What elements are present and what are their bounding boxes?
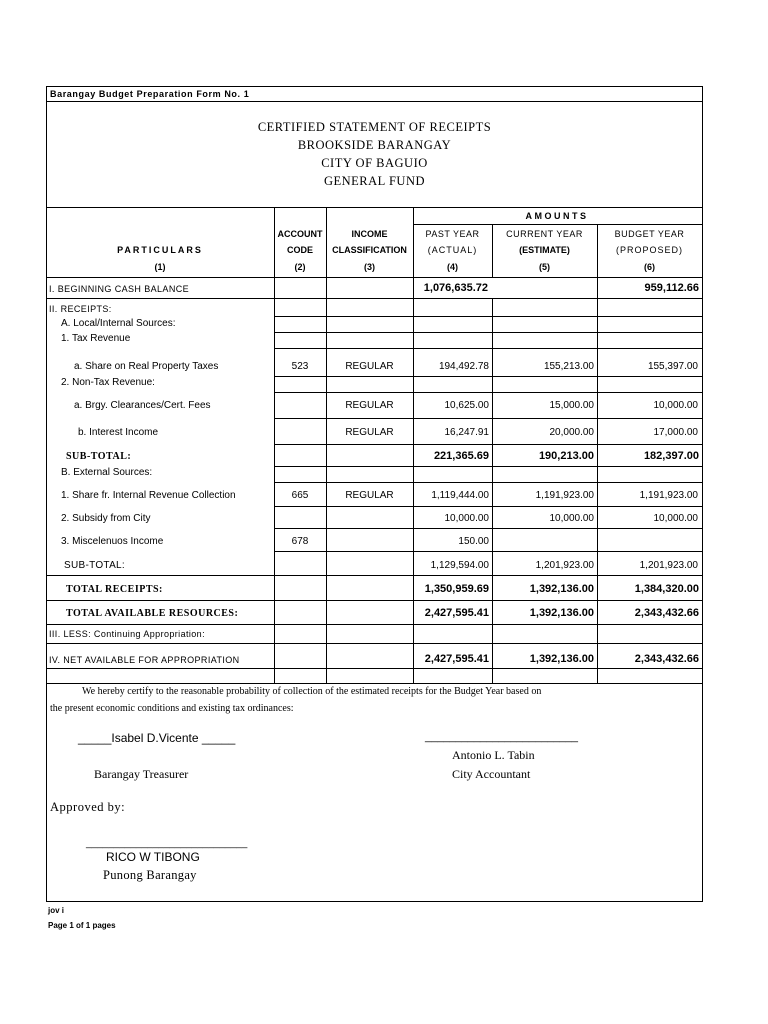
budget-year-value: 10,000.00 — [653, 400, 698, 411]
budget-year-value: 182,397.00 — [643, 450, 699, 462]
total-receipts-label: TOTAL RECEIPTS: — [66, 584, 163, 595]
income-class: REGULAR — [345, 490, 394, 501]
budget-year-value: 2,343,432.66 — [634, 653, 699, 665]
past-year-value: 10,625.00 — [444, 400, 489, 411]
account-code: 665 — [291, 490, 309, 501]
rule-line — [274, 506, 702, 507]
budget-year-value: 959,112.66 — [644, 282, 699, 294]
row-label: a. Share on Real Property Taxes — [74, 361, 219, 372]
budget-year-value: 155,397.00 — [647, 361, 698, 372]
title-line: GENERAL FUND — [323, 174, 426, 188]
rule-line — [46, 298, 703, 299]
rule-line — [274, 392, 702, 393]
past-year-value: 194,492.78 — [438, 361, 489, 372]
past-year-value: 1,076,635.72 — [423, 282, 488, 294]
amounts-header: AMOUNTS — [525, 211, 589, 221]
subtotal-label: SUB-TOTAL: — [66, 451, 132, 462]
rule-line — [274, 316, 702, 317]
past-year-value: 2,427,595.41 — [424, 653, 489, 665]
row-label: A. Local/Internal Sources: — [61, 318, 176, 329]
past-year-value: 1,129,594.00 — [430, 560, 489, 571]
title-line: CERTIFIED STATEMENT OF RECEIPTS — [257, 120, 492, 134]
past-year-value: 1,119,444.00 — [431, 490, 489, 501]
account-header: CODE — [286, 245, 313, 255]
rule-line — [274, 466, 702, 467]
current-year-value: 190,213.00 — [538, 450, 594, 462]
current-year-value: 10,000.00 — [549, 513, 594, 524]
document-title — [46, 118, 703, 190]
column-line — [326, 207, 327, 683]
current-year-value: 155,213.00 — [543, 361, 594, 372]
past-year-header: (ACTUAL) — [427, 245, 478, 255]
column-number: (2) — [294, 262, 306, 272]
budget-year-value: 17,000.00 — [653, 427, 698, 438]
rule-line — [274, 444, 702, 445]
accountant-title: City Accountant — [452, 767, 531, 781]
budget-year-value: 1,384,320.00 — [634, 583, 699, 595]
column-number: (1) — [154, 262, 166, 272]
rule-line — [46, 668, 703, 669]
current-year-value: 1,201,923.00 — [535, 560, 594, 571]
rule-line — [46, 575, 703, 576]
accountant-name: Antonio L. Tabin — [452, 748, 535, 762]
rule-line — [46, 277, 703, 278]
rule-line — [46, 207, 703, 208]
current-year-header: CURRENT YEAR — [506, 229, 583, 239]
column-number: (5) — [539, 262, 550, 272]
column-line — [274, 207, 275, 683]
income-class: REGULAR — [345, 427, 394, 438]
certification-text: We hereby certify to the reasonable probability of collection of the estimated receipts for the Budget Year based on — [82, 686, 542, 697]
account-header: ACCOUNT — [277, 229, 323, 239]
income-header: CLASSIFICATION — [332, 245, 407, 255]
past-year-value: 221,365.69 — [433, 450, 489, 462]
rule-line — [274, 528, 702, 529]
treasurer-title: Barangay Treasurer — [94, 767, 189, 781]
past-year-header: PAST YEAR — [425, 229, 480, 239]
treasurer-signature: _____Isabel D.Vicente _____ — [78, 731, 236, 745]
total-available-label: TOTAL AVAILABLE RESOURCES: — [66, 608, 239, 619]
row-label: 2. Non-Tax Revenue: — [61, 377, 155, 388]
preparer-initials: jov i — [48, 906, 65, 915]
current-year-value: 1,392,136.00 — [529, 607, 594, 619]
row-label: 1. Tax Revenue — [61, 333, 131, 344]
budget-year-value: 1,191,923.00 — [639, 490, 698, 501]
particulars-header: PARTICULARS — [117, 245, 203, 255]
past-year-value: 16,247.91 — [444, 427, 489, 438]
budget-year-header: BUDGET YEAR — [614, 229, 685, 239]
certification-text: the present economic conditions and existing tax ordinances: — [50, 703, 294, 714]
form-label: Barangay Budget Preparation Form No. 1 — [50, 89, 250, 99]
rule-line — [413, 224, 702, 225]
rule-line — [46, 624, 703, 625]
captain-name: RICO W TIBONG — [106, 850, 200, 864]
row-label: IV. NET AVAILABLE FOR APPROPRIATION — [49, 655, 240, 665]
row-label: a. Brgy. Clearances/Cert. Fees — [74, 400, 211, 411]
current-year-value: 15,000.00 — [549, 400, 594, 411]
rule-line — [274, 551, 702, 552]
account-code: 678 — [291, 536, 309, 547]
rule-line — [46, 101, 703, 102]
rule-line — [274, 376, 702, 377]
rule-line — [274, 332, 702, 333]
rule-line — [274, 482, 702, 483]
row-label: I. BEGINNING CASH BALANCE — [49, 284, 190, 294]
row-label: III. LESS: Continuing Appropriation: — [49, 629, 205, 639]
past-year-value: 150.00 — [458, 536, 489, 547]
budget-year-value: 2,343,432.66 — [634, 607, 699, 619]
approved-by-label: Approved by: — [50, 800, 126, 814]
past-year-value: 10,000.00 — [444, 513, 489, 524]
row-label: 3. Miscelenuos Income — [61, 536, 164, 547]
income-header: INCOME — [351, 229, 388, 239]
title-line: CITY OF BAGUIO — [321, 156, 428, 170]
current-year-value: 1,392,136.00 — [529, 653, 594, 665]
page-number: Page 1 of 1 pages — [48, 921, 116, 930]
account-code: 523 — [291, 361, 309, 372]
captain-title: Punong Barangay — [103, 868, 197, 882]
rule-line — [46, 643, 703, 644]
income-class: REGULAR — [345, 400, 394, 411]
income-class: REGULAR — [345, 361, 394, 372]
row-label: II. RECEIPTS: — [49, 304, 112, 314]
column-number: (4) — [447, 262, 458, 272]
row-label: 2. Subsidy from City — [61, 513, 151, 524]
row-label: b. Interest Income — [78, 427, 159, 438]
past-year-value: 1,350,959.69 — [424, 583, 489, 595]
budget-year-header: (PROPOSED) — [615, 245, 683, 255]
rule-line — [46, 600, 703, 601]
rule-line — [274, 418, 702, 419]
current-year-header: (ESTIMATE) — [519, 245, 570, 255]
captain-signature-line: _____________________________ — [86, 838, 248, 849]
rule-line — [274, 348, 702, 349]
column-number: (6) — [644, 262, 655, 272]
current-year-value: 1,392,136.00 — [529, 583, 594, 595]
past-year-value: 2,427,595.41 — [424, 607, 489, 619]
row-label: 1. Share fr. Internal Revenue Collection — [61, 490, 236, 501]
current-year-value: 20,000.00 — [549, 427, 594, 438]
subtotal-label: SUB-TOTAL: — [64, 560, 125, 571]
budget-year-value: 1,201,923.00 — [639, 560, 698, 571]
title-line: BROOKSIDE BARANGAY — [297, 138, 452, 152]
current-year-value: 1,191,923.00 — [535, 490, 594, 501]
column-number: (3) — [364, 262, 375, 272]
accountant-signature-line: _________________________ — [425, 731, 578, 743]
budget-year-value: 10,000.00 — [653, 513, 698, 524]
row-label: B. External Sources: — [61, 467, 153, 478]
